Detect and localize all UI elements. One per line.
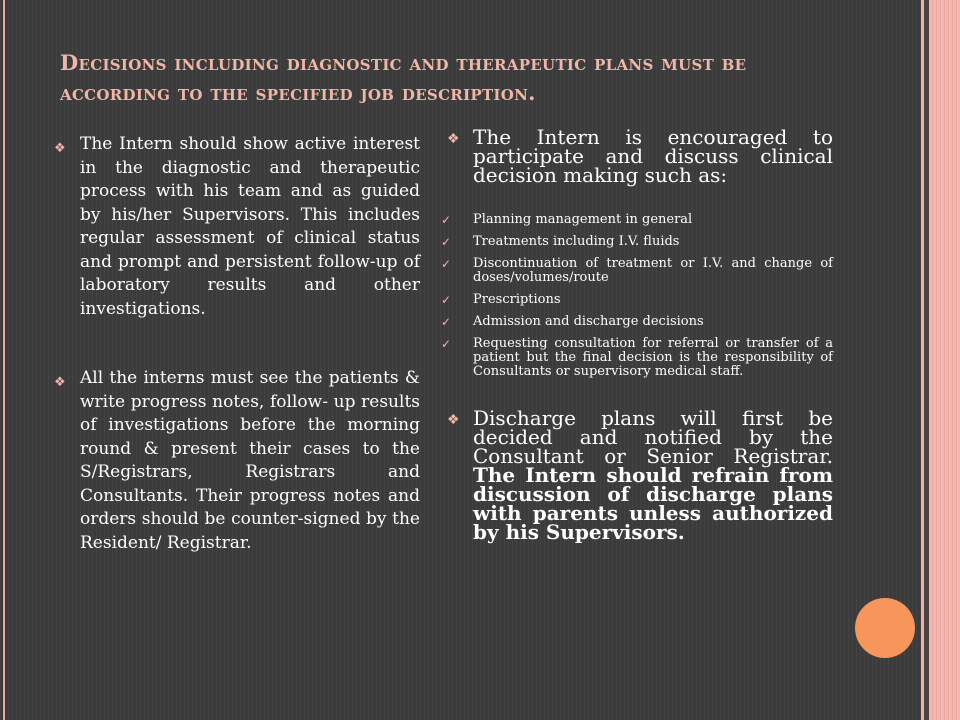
checklist-item [441, 337, 833, 379]
left-border-line [3, 0, 5, 720]
checkmark-icon: ✓ [441, 293, 452, 307]
right-closing-paragraph [441, 406, 833, 544]
checklist-item-text: Requesting consultation for referral or transfer of a patient but the final decision is the responsibility of Consultants or supervisory medical staff. [473, 336, 833, 379]
checklist-item-text: Admission and discharge decisions [473, 314, 704, 329]
closing-normal-text: Discharge plans will first be decided and notified by the Consultant or Senior Registrar. [473, 406, 833, 468]
diamond-bullet-icon: ❖ [54, 375, 66, 390]
left-paragraph-text: The Intern should show active interest in the diagnostic and therapeutic process with his team and as guided by his/her Supervisors. This includes regular assessment of clinical status and prompt and persistent follow-up of laboratory results and other investigations. [80, 134, 420, 319]
right-border-band [929, 0, 960, 720]
checklist-item [441, 257, 833, 285]
left-bullet-paragraph-1 [48, 133, 420, 321]
checklist-item [441, 235, 833, 249]
diamond-bullet-icon: ❖ [54, 141, 66, 156]
clinical-decision-checklist [441, 213, 833, 379]
diamond-bullet-icon: ❖ [447, 412, 460, 428]
checklist-item-text: Planning management in general [473, 212, 693, 227]
checkmark-icon: ✓ [441, 213, 452, 227]
checkmark-icon: ✓ [441, 257, 452, 271]
checkmark-icon: ✓ [441, 315, 452, 329]
checklist-item-text: Prescriptions [473, 292, 561, 307]
left-paragraph-text: All the interns must see the patients & write progress notes, follow- up results of investigations before the morning round & present their cases to the S/Registrars, Registrars and Consultants. Their progress notes and orders should be counter-signed by the Resident/ Registrar. [80, 368, 420, 553]
checklist-item [441, 213, 833, 227]
checklist-item-text: Discontinuation of treatment or I.V. and change of doses/volumes/route [473, 256, 833, 285]
right-lead-text: The Intern is encouraged to participate and discuss clinical decision making such as: [473, 125, 833, 187]
right-lead-paragraph [441, 125, 833, 187]
checklist-item [441, 315, 833, 329]
checklist-item [441, 293, 833, 307]
closing-bold-text: The Intern should refrain from discussion of discharge plans with parents unless authorized by his Supervisors. [473, 463, 833, 544]
left-column [48, 133, 420, 555]
orange-circle-decoration [855, 598, 915, 658]
diamond-bullet-icon: ❖ [447, 131, 460, 147]
slide-title: Decisions including diagnostic and therapeutic plans must be according to the specified job description. [60, 50, 747, 105]
right-column [441, 125, 833, 544]
checkmark-icon: ✓ [441, 337, 452, 351]
checklist-item-text: Treatments including I.V. fluids [473, 234, 680, 249]
checkmark-icon: ✓ [441, 235, 452, 249]
left-bullet-paragraph-2 [48, 367, 420, 555]
